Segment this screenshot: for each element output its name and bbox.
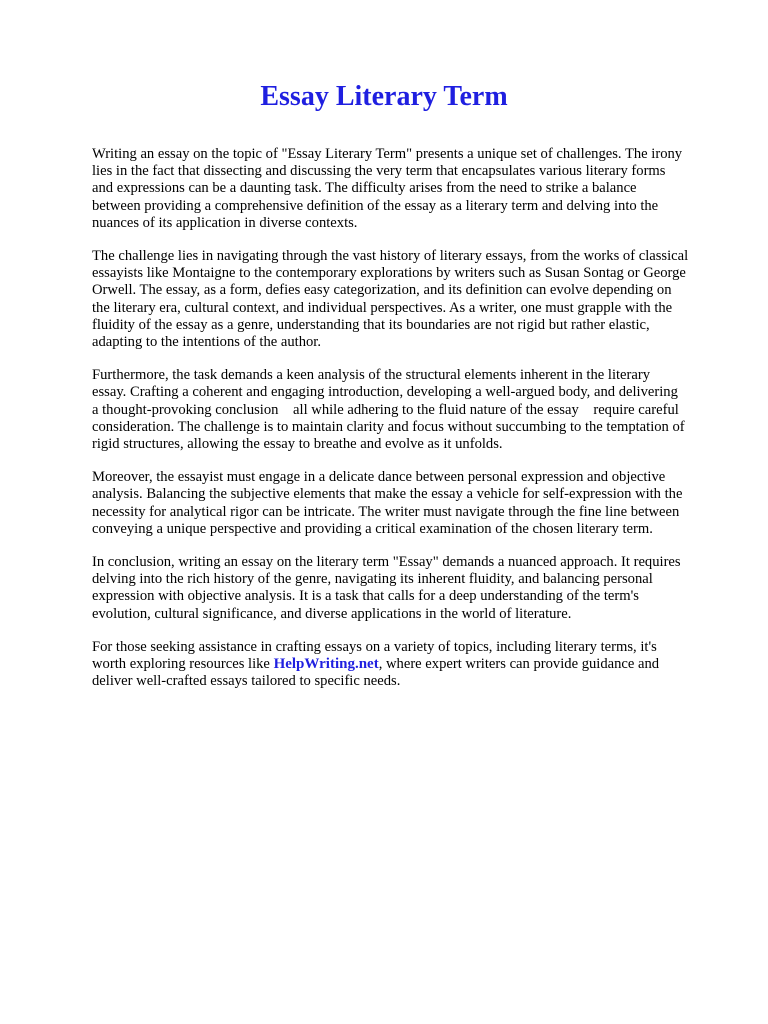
resources-text-after: , where expert writers can provide guidance and deliver well-crafted essays tailored to specific needs. xyxy=(92,656,660,690)
paragraph-structure: Furthermore, the task demands a keen analysis of the structural elements inherent in the literary essay. Crafting a coherent and engaging introduction, developing a well-argued body, and delivering a thought-provoking conclusion all while adhering to the fluid nature of the essay require careful consideration. The challenge is to maintain clarity and focus without succumbing to the temptation of rigid structures, allowing the essay to breathe and evolve as it unfolds. xyxy=(92,367,685,453)
paragraph-expression: Moreover, the essayist must engage in a delicate dance between personal expression and objective analysis. Balancing the subjective elements that make the essay a vehicle for self-expression with the necessity for analytical rigor can be intricate. The writer must navigate through the fine line between conveying a unique perspective and providing a critical examination of the chosen literary term. xyxy=(92,469,683,537)
document-body xyxy=(92,146,726,706)
page-title: Essay Literary Term xyxy=(260,81,508,112)
paragraph-conclusion: In conclusion, writing an essay on the literary term "Essay" demands a nuanced approach. It requires delving into the rich history of the genre, navigating its inherent fluidity, and balancing personal expression with objective analysis. It is a task that calls for a deep understanding of the term's evolution, cultural significance, and diverse applications in the world of literature. xyxy=(92,554,681,622)
resources-text-before: For those seeking assistance in crafting essays on a variety of topics, including literary terms, it's worth exploring resources like xyxy=(92,638,657,673)
paragraph-intro: Writing an essay on the topic of "Essay Literary Term" presents a unique set of challenges. The irony lies in the fact that dissecting and discussing the very term that encapsulates various literary forms and expressions can be a daunting task. The difficulty arises from the need to strike a balance between providing a comprehensive definition of the essay as a literary term and delving into the nuances of its application in diverse contexts. xyxy=(92,146,683,231)
helpwriting-link[interactable]: HelpWriting.net xyxy=(273,656,379,673)
paragraph-history: The challenge lies in navigating through the vast history of literary essays, from the works of classical essayists like Montaigne to the contemporary explorations by writers such as Susan Sontag or George Orwell. The essay, as a form, defies easy categorization, and its definition can evolve depending on the literary era, cultural context, and individual perspectives. As a writer, one must grapple with the fluidity of the essay as a genre, understanding that its boundaries are not rigid but rather elastic, adapting to the intentions of the author. xyxy=(92,248,689,351)
paragraph-resources xyxy=(92,639,726,691)
